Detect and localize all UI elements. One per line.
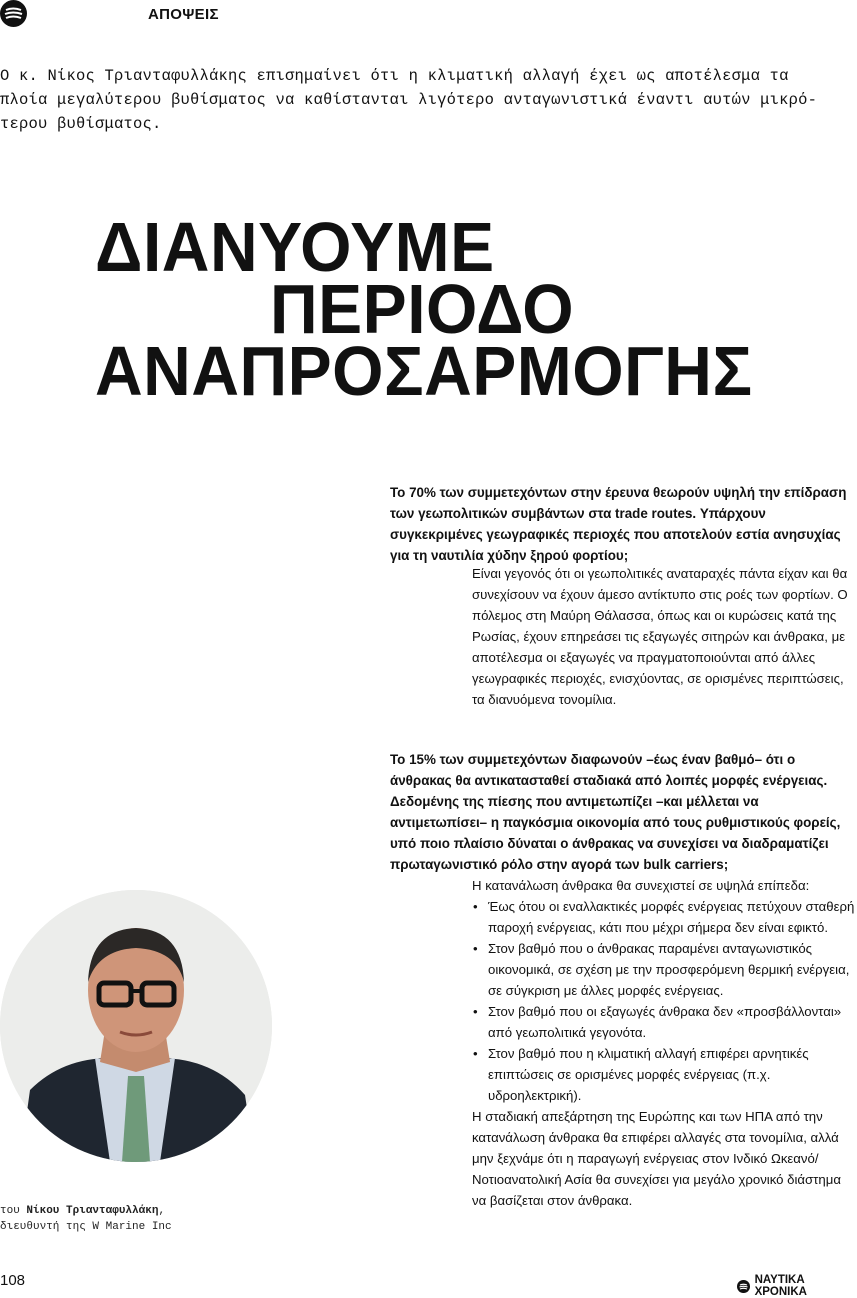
title-line-1: ΔΙΑΝΥΟΥΜΕ [95,207,495,286]
list-item-text: Έως ότου οι εναλλακτικές μορφές ενέργειας πετύχουν σταθερή παροχή ενέργειας, κάτι που μέχρι σήμερα δεν είναι εφικτό. [488,899,855,935]
author-portrait [0,890,272,1162]
list-item [472,1001,857,1043]
answer-2 [472,875,857,1211]
list-item [472,896,857,938]
list-item-text: Στον βαθμό που η κλιματική αλλαγή επιφέρει αρνητικές επιπτώσεις σε ορισμένες μορφές ενέργειας (π.χ. υδροηλεκτρική). [488,1046,809,1103]
caption-suffix: , [158,1205,166,1217]
title-line-2: ΠΕΡΙΟΔΟ [270,269,575,348]
section-label: ΑΠΟΨΕΙΣ [148,6,219,23]
list-item [472,938,857,1001]
photo-caption [0,1203,172,1235]
question-2: Το 15% των συμμετεχόντων διαφωνούν –έως έναν βαθμό– ότι ο άνθρακας θα αντικατασταθεί σταδιακά από λοιπές μορφές ενέργειας. Δεδομένης της πίεσης που αντιμετωπίζει –και μέλλεται να αντιμετωπίσει– η παγκόσμια οικονομία από τους ρυθμιστικούς φορείς, υπό ποιο πλαίσιο δύναται ο άνθρακας να συνεχίσει να διαδραματίζει πρωταγωνιστικό ρόλο στην αγορά των bulk carriers; [390,752,841,872]
answer-2-bullet-list [472,896,857,1106]
bullet-mark: • [473,1004,478,1019]
intro-text: Ο κ. Νίκος Τριανταφυλλάκης επισημαίνει ότι η κλιματική αλλαγή έχει ως αποτέλεσμα τα πλοία μεγαλύτερου βυθίσματος να καθίστανται λιγότερο ανταγωνιστικά έναντι αυτών μικρό- τερου βυθίσματος. [0,67,818,133]
answer-2-intro: Η κατανάλωση άνθρακα θα συνεχιστεί σε υψηλά επίπεδα: [472,878,810,893]
list-item [472,1043,857,1106]
answer-2-outro: Η σταδιακή απεξάρτηση της Ευρώπης και των ΗΠΑ από την κατανάλωση άνθρακα θα επιφέρει αλλαγές στα τονομίλια, αλλά μην ξεχνάμε ότι η παραγωγή ενέργειας στον Ινδικό Ωκεανό/Νοτιοανατολική Ασία θα συνεχίσει για μεγάλο χρονικό διάστημα να βασίζεται στον άνθρακα. [472,1109,841,1208]
footer-brand [737,1274,857,1298]
caption-name: Νίκου Τριανταφυλλάκη [26,1205,159,1217]
brand-name: ΝΑΥΤΙΚΑ ΧΡΟΝΙΚΑ [754,1274,807,1298]
list-item-text: Στον βαθμό που ο άνθρακας παραμένει ανταγωνιστικός οικονομικά, σε σχέση με την προσφερόμενη θερμική ενέργεια, σε σύγκριση με άλλες μορφές ενέργειας. [488,941,850,998]
bullet-mark: • [473,899,478,914]
title-line-3: ΑΝΑΠΡΟΣΑΡΜΟΓΗΣ [95,331,753,410]
answer-1: Είναι γεγονός ότι οι γεωπολιτικές αναταραχές πάντα είχαν και θα συνεχίσουν να έχουν άμεσο αντίκτυπο στις ροές των φορτίων. Ο πόλεμος στη Μαύρη Θάλασσα, όπως και οι κυρώσεις κατά της Ρωσίας, έχουν επηρεάσει τις εξαγωγές σιτηρών και άνθρακα, με αποτέλεσμα οι εξαγωγές να πραγματοποιούνται από άλλες γεωγραφικές περιοχές, ενισχύοντας, σε ορισμένες περιπτώσεις, τα διανυόμενα τονομίλια. [472,566,848,707]
caption-role: διευθυντή της W Marine Inc [0,1221,172,1233]
publication-logo-icon [0,0,27,27]
caption-prefix: του [0,1205,27,1217]
bullet-mark: • [473,1046,478,1061]
bullet-mark: • [473,941,478,956]
list-item-text: Στον βαθμό που οι εξαγωγές άνθρακα δεν «προσβάλλονται» από γεωπολιτικά γεγονότα. [488,1004,842,1040]
question-1: Το 70% των συμμετεχόντων στην έρευνα θεωρούν υψηλή την επίδραση των γεωπολιτικών συμβάντων στα trade routes. Υπάρχουν συγκεκριμένες γεωγραφικές περιοχές που αποτελούν εστία ανησυχίας για τη ναυτιλία χύδην ξηρού φορτίου; [390,485,847,563]
page-number: 108 [0,1272,26,1289]
